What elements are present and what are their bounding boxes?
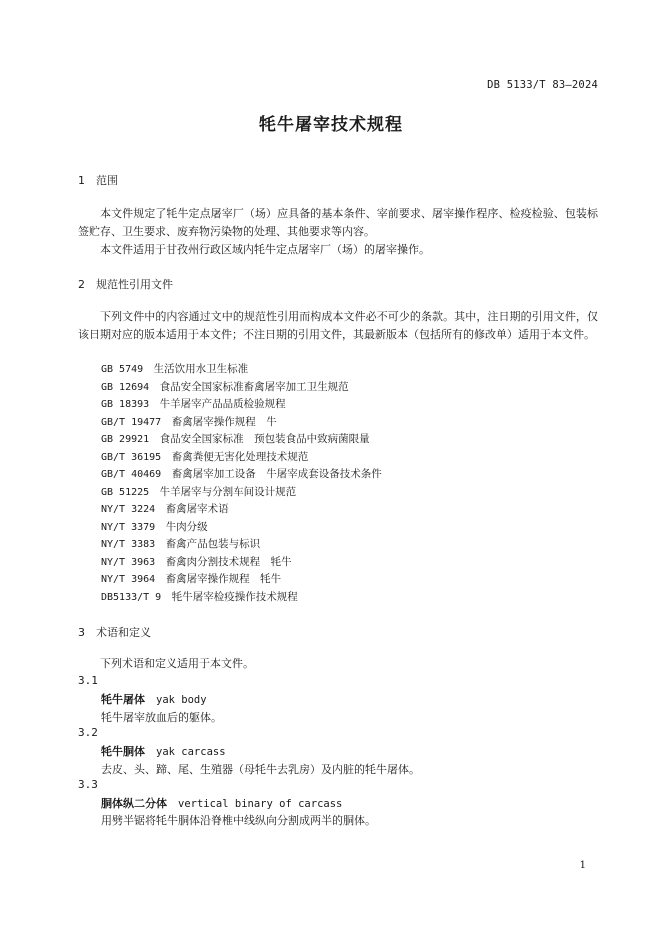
document-title: 牦牛屠宰技术规程 bbox=[259, 115, 403, 135]
reference-code: GB 18393 bbox=[101, 399, 150, 410]
standard-code: DB 5133/T 83—2024 bbox=[487, 79, 598, 91]
reference-code: NY/T 3964 bbox=[101, 574, 156, 585]
term-number: 3.3 bbox=[78, 778, 98, 791]
term-name bbox=[101, 795, 342, 811]
term-en: yak body bbox=[156, 694, 207, 706]
section-number: 2 bbox=[78, 278, 85, 291]
reference-code: GB 12694 bbox=[101, 381, 150, 393]
section-title: 范围 bbox=[96, 174, 118, 187]
term-zh: 牦牛屠体 bbox=[101, 693, 145, 706]
section-2-heading bbox=[78, 276, 173, 292]
reference-title: 畜禽屠宰操作规程 牦牛 bbox=[165, 573, 282, 585]
reference-title: 畜禽肉分割技术规程 牦牛 bbox=[165, 555, 292, 568]
term-zh: 胴体纵二分体 bbox=[101, 797, 167, 810]
reference-title: 畜禽屠宰操作规程 牛 bbox=[171, 415, 277, 428]
reference-item bbox=[101, 396, 382, 414]
reference-code: NY/T 3379 bbox=[101, 521, 156, 533]
section-title: 规范性引用文件 bbox=[96, 278, 173, 291]
reference-item bbox=[101, 379, 382, 397]
term-en: vertical binary of carcass bbox=[178, 798, 343, 810]
reference-title: 牛肉分级 bbox=[165, 520, 208, 533]
reference-title: 牦牛屠宰检疫操作技术规程 bbox=[171, 590, 298, 603]
reference-code: GB 29921 bbox=[101, 434, 150, 445]
reference-item bbox=[101, 484, 382, 502]
page-number: 1 bbox=[579, 860, 586, 871]
reference-item bbox=[101, 589, 382, 607]
term-name bbox=[101, 743, 226, 759]
term-definition: 去皮、头、蹄、尾、生殖器（母牦牛去乳房）及内脏的牦牛屠体。 bbox=[101, 763, 420, 776]
terms-intro: 下列术语和定义适用于本文件。 bbox=[100, 657, 254, 670]
reference-title: 牛羊屠宰产品品质检验规程 bbox=[159, 398, 286, 410]
term-zh: 牦牛胴体 bbox=[101, 745, 145, 758]
reference-title: 生活饮用水卫生标准 bbox=[153, 363, 249, 375]
term-number: 3.1 bbox=[78, 674, 98, 687]
reference-item bbox=[101, 554, 382, 572]
term-number: 3.2 bbox=[78, 726, 98, 739]
reference-item bbox=[101, 501, 382, 519]
term-definition: 牦牛屠宰放血后的躯体。 bbox=[101, 711, 222, 724]
reference-title: 畜禽产品包装与标识 bbox=[165, 538, 261, 550]
references-intro: 下列文件中的内容通过文中的规范性引用而构成本文件必不可少的条款。其中，注日期的引用文件，仅该日期对应的版本适用于本文件；不注日期的引用文件，其最新版本（包括所有的修改单）适用于本文件。 bbox=[78, 310, 598, 341]
scope-paragraph: 本文件规定了牦牛定点屠宰厂（场）应具备的基本条件、宰前要求、屠宰操作程序、检疫检验、包装标签贮存、卫生要求、废弃物污染物的处理、其他要求等内容。 bbox=[78, 207, 598, 238]
reference-item bbox=[101, 536, 382, 554]
reference-title: 牛羊屠宰与分割车间设计规范 bbox=[159, 485, 297, 498]
reference-item bbox=[101, 431, 382, 449]
section-1-heading bbox=[78, 172, 118, 188]
term-en: yak carcass bbox=[156, 746, 226, 758]
reference-title: 畜禽粪便无害化处理技术规范 bbox=[171, 450, 309, 463]
reference-code: GB 51225 bbox=[101, 486, 150, 498]
reference-item bbox=[101, 466, 382, 484]
reference-list bbox=[101, 361, 382, 606]
reference-item bbox=[101, 449, 382, 467]
reference-code: GB/T 40469 bbox=[101, 469, 162, 480]
reference-item bbox=[101, 519, 382, 537]
reference-code: DB5133/T 9 bbox=[101, 591, 162, 603]
reference-title: 畜禽屠宰术语 bbox=[165, 503, 229, 515]
term-definition: 用劈半锯将牦牛胴体沿脊椎中线纵向分割成两半的胴体。 bbox=[101, 814, 376, 827]
term-name bbox=[101, 691, 207, 707]
reference-title: 食品安全国家标准 预包装食品中致病菌限量 bbox=[159, 433, 370, 445]
section-3-heading bbox=[78, 624, 151, 640]
reference-code: NY/T 3383 bbox=[101, 539, 156, 550]
section-title: 术语和定义 bbox=[96, 626, 151, 639]
reference-item bbox=[101, 571, 382, 589]
reference-item bbox=[101, 361, 382, 379]
reference-code: GB/T 19477 bbox=[101, 416, 162, 428]
reference-title: 畜禽屠宰加工设备 牛屠宰成套设备技术条件 bbox=[171, 468, 382, 480]
reference-code: NY/T 3224 bbox=[101, 504, 156, 515]
reference-code: NY/T 3963 bbox=[101, 556, 156, 568]
section-number: 1 bbox=[78, 174, 85, 187]
reference-code: GB/T 36195 bbox=[101, 451, 162, 463]
section-number: 3 bbox=[78, 626, 85, 639]
reference-item bbox=[101, 414, 382, 432]
reference-title: 食品安全国家标准畜禽屠宰加工卫生规范 bbox=[159, 380, 349, 393]
reference-code: GB 5749 bbox=[101, 364, 144, 375]
applicability-paragraph: 本文件适用于甘孜州行政区域内牦牛定点屠宰厂（场）的屠宰操作。 bbox=[100, 243, 430, 256]
